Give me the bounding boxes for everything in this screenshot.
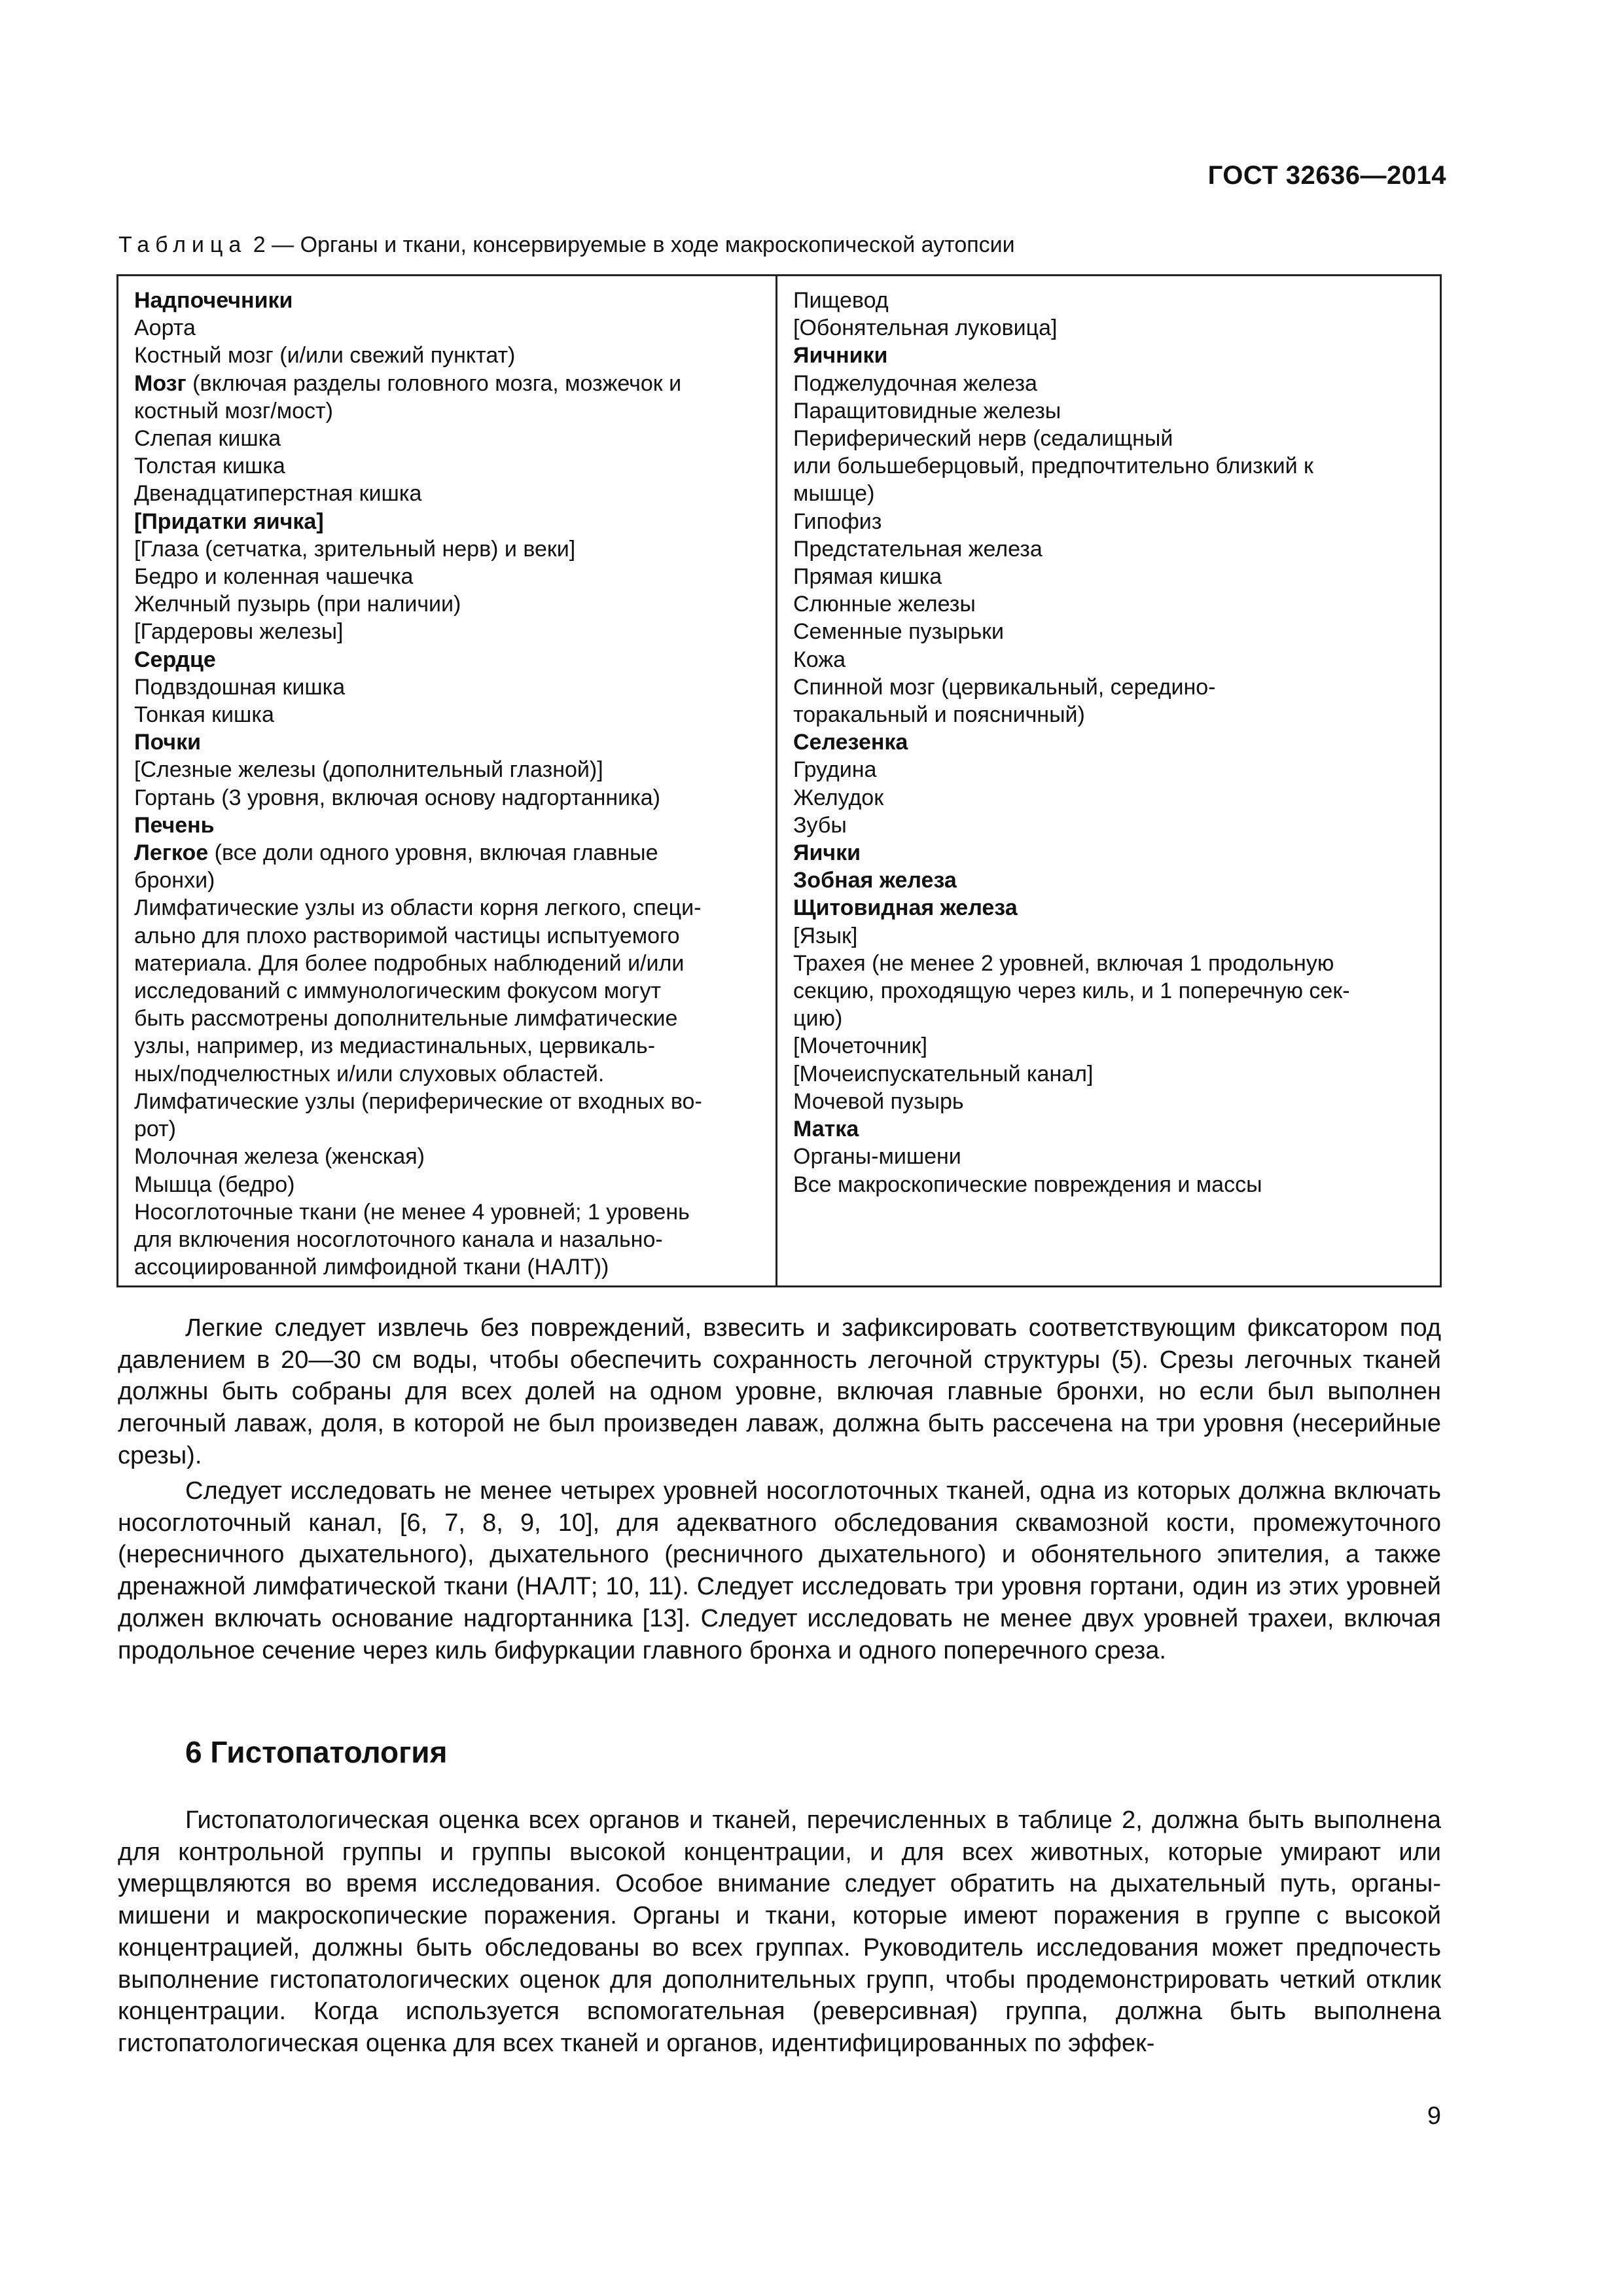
table-row: Печень	[134, 812, 215, 838]
table-row: Сердце	[134, 647, 216, 672]
table-row: Подвздошная кишка	[134, 674, 346, 700]
table-row: мышце)	[793, 481, 875, 507]
table-row: Костный мозг (и/или свежий пунктат)	[134, 343, 516, 368]
table-row: Желчный пузырь (при наличии)	[134, 592, 461, 617]
table-row: Мочевой пузырь	[793, 1088, 964, 1114]
table-row: Органы-мишени	[793, 1144, 961, 1170]
table-row: Надпочечники	[134, 288, 293, 313]
table-row: Поджелудочная железа	[793, 370, 1037, 396]
table-row: Почки	[134, 730, 202, 755]
table-row	[134, 839, 760, 867]
row-text: (включая разделы головного мозга, мозжечок и	[186, 370, 682, 396]
table-row: Паращитовидные железы	[793, 398, 1061, 423]
table-row: Носоглоточные ткани (не менее 4 уровней; 1 уровень	[134, 1199, 690, 1225]
table-row: Толстая кишка	[134, 454, 285, 479]
table-caption	[118, 232, 1015, 258]
table-row: Лимфатические узлы из области корня легкого, специ-	[134, 895, 702, 921]
table-row: ных/подчелюстных и/или слуховых областей.	[134, 1061, 605, 1086]
table-row: Селезенка	[793, 730, 908, 755]
table-column-right	[777, 276, 1440, 1285]
table-row: Яичники	[793, 343, 888, 368]
table-row: Гипофиз	[793, 509, 882, 534]
standard-code: ГОСТ 32636—2014	[1207, 161, 1446, 190]
table-row: секцию, проходящую через киль, и 1 поперечную сек-	[793, 978, 1350, 1004]
table-row: Мышца (бедро)	[134, 1172, 295, 1197]
table-row: материала. Для более подробных наблюдений и/или	[134, 950, 685, 976]
row-lead-term: Мозг	[134, 370, 187, 396]
table-caption-label: Таблица	[118, 232, 247, 257]
table-row: Яички	[793, 840, 861, 866]
table-row: Прямая кишка	[793, 564, 942, 590]
table-row: [Мочеточник]	[793, 1033, 927, 1059]
table-row: Лимфатические узлы (периферические от входных во-	[134, 1088, 702, 1114]
table-row: Предстательная железа	[793, 536, 1043, 562]
table-row: Трахея (не менее 2 уровней, включая 1 продольную	[793, 950, 1334, 976]
table-row: [Мочеиспускательный канал]	[793, 1061, 1094, 1086]
table-row: Матка	[793, 1117, 859, 1142]
table-row: Тонкая кишка	[134, 702, 274, 728]
row-text: (все доли одного уровня, включая главные	[208, 840, 658, 866]
organs-table	[116, 274, 1442, 1287]
table-row: Гортань (3 уровня, включая основу надгортанника)	[134, 785, 660, 810]
table-row: или большеберцовый, предпочтительно близкий к	[793, 454, 1313, 479]
section-heading: 6 Гистопатология	[185, 1735, 448, 1769]
table-row: Периферический нерв (седалищный	[793, 426, 1173, 452]
table-row	[134, 370, 760, 397]
table-row: Все макроскопические повреждения и массы	[793, 1172, 1262, 1197]
table-row: Аорта	[134, 315, 196, 341]
table-row: Бедро и коленная чашечка	[134, 564, 414, 590]
table-row: [Язык]	[793, 923, 858, 948]
table-row: Слепая кишка	[134, 426, 281, 452]
table-row: Двенадцатиперстная кишка	[134, 481, 422, 507]
table-row: Зубы	[793, 812, 847, 838]
table-row: [Гардеровы железы]	[134, 619, 344, 645]
table-row: Молочная железа (женская)	[134, 1144, 425, 1170]
paragraph-lungs	[118, 1312, 1441, 1472]
table-row: Слюнные железы	[793, 592, 976, 617]
paragraph-text: Следует исследовать не менее четырех уровней носоглоточных тканей, одна из которых должна включать носоглоточный канал, [6, 7, 8, 9, 10], для адекватного обследования сквамозной кости, промежуточного (нересничного дыхательного), дыхательного (ресничного дыхательного) и обонятельного эпителия, а также дренажной лимфатической ткани (НАЛТ; 10, 11). Следует исследовать три уровня гортани, один из этих уровней должен включать основание надгортанника [13]. Следует исследовать не менее двух уровней трахеи, включая продольное сечение через киль бифуркации главного бронха и одного поперечного среза.	[118, 1477, 1441, 1664]
table-row: бронхи)	[134, 868, 215, 893]
table-row: для включения носоглоточного канала и назально-	[134, 1227, 663, 1252]
table-row: ально для плохо растворимой частицы испытуемого	[134, 923, 680, 948]
table-row: Щитовидная железа	[793, 895, 1018, 921]
table-row: торакальный и поясничный)	[793, 702, 1085, 728]
table-row: Спинной мозг (цервикальный, середино-	[793, 674, 1216, 700]
table-row: Пищевод	[793, 288, 889, 313]
table-row: узлы, например, из медиастинальных, цервикаль-	[134, 1033, 656, 1059]
table-row: цию)	[793, 1006, 843, 1031]
row-lead-term: Легкое	[134, 840, 209, 866]
table-row: ассоциированной лимфоидной ткани (НАЛТ))	[134, 1255, 609, 1280]
table-row: Семенные пузырьки	[793, 619, 1005, 645]
table-row: [Обонятельная луковица]	[793, 315, 1058, 341]
table-column-left	[118, 276, 777, 1285]
paragraph-nasopharyngeal	[118, 1475, 1441, 1666]
paragraph-text: Гистопатологическая оценка всех органов и тканей, перечисленных в таблице 2, должна быть выполнена для контрольной группы и группы высокой концентрации, и для всех животных, которые умирают или умерщвляются во время исследования. Особое внимание следует обратить на дыхательный путь, органы-мишени и макроскопические поражения. Органы и ткани, которые имеют поражения в группе с высокой концентрацией, должны быть обследованы во всех группах. Руководитель исследования может предпочесть выполнение гистопатологических оценок для дополнительных групп, чтобы продемонстрировать четкий отклик концентрации. Когда используется вспомогательная (реверсивная) группа, должна быть выполнена гистопатологическая оценка для всех тканей и органов, идентифицированных по эффек-	[118, 1806, 1441, 2057]
table-row: [Придатки яичка]	[134, 509, 324, 534]
paragraph-text: Легкие следует извлечь без повреждений, взвесить и зафиксировать соответствующим фиксатором под давлением в 20—30 см воды, чтобы обеспечить сохранность легочной структуры (5). Срезы легочных тканей должны быть собраны для всех долей на одном уровне, включая главные бронхи, но если был выполнен легочный лаваж, доля, в которой не был произведен лаваж, должна быть рассечена на три уровня (несерийные срезы).	[118, 1314, 1441, 1469]
table-row: исследований с иммунологическим фокусом могут	[134, 978, 662, 1004]
page-number: 9	[1427, 2102, 1441, 2130]
table-row: [Глаза (сетчатка, зрительный нерв) и веки]	[134, 536, 576, 562]
table-row: рот)	[134, 1117, 176, 1142]
table-row: [Слезные железы (дополнительный глазной)]	[134, 757, 603, 783]
table-row: костный мозг/мост)	[134, 398, 333, 423]
table-row: Желудок	[793, 785, 884, 810]
paragraph-histopathology	[118, 1804, 1441, 2060]
table-row: Кожа	[793, 647, 846, 672]
table-row: Зобная железа	[793, 868, 957, 893]
table-row: Грудина	[793, 757, 877, 783]
table-caption-text: 2 — Органы и ткани, консервируемые в ходе макроскопической аутопсии	[253, 232, 1015, 257]
table-row: быть рассмотрены дополнительные лимфатические	[134, 1006, 678, 1031]
